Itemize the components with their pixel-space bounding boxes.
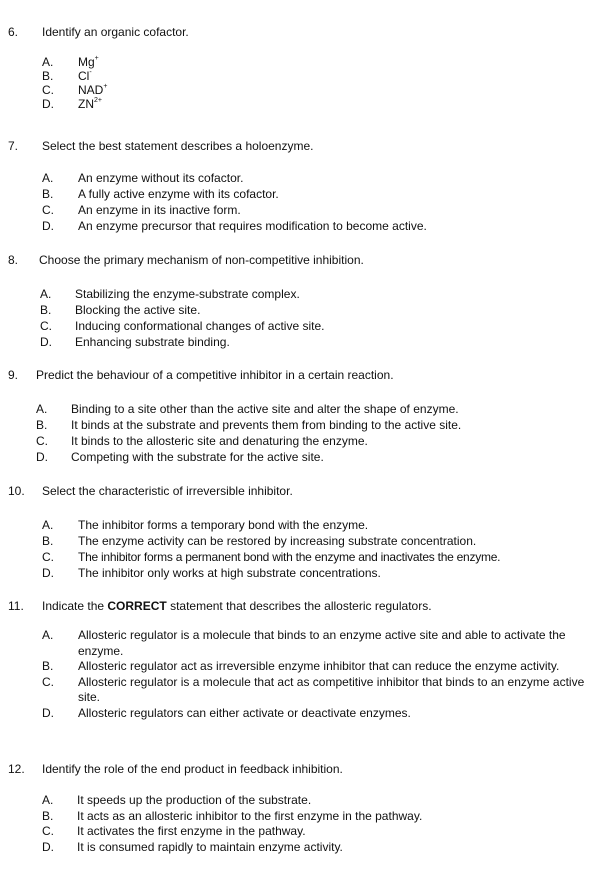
question-number: 7. (8, 139, 19, 153)
option-text: Cl- (78, 69, 92, 83)
option-c (0, 824, 610, 840)
option-letter: A. (42, 55, 54, 69)
option-letter: A. (42, 171, 54, 185)
option-c (0, 318, 610, 334)
question-stem (0, 252, 610, 268)
option-list (0, 628, 610, 721)
question-number: 12. (8, 762, 25, 776)
option-text: Mg+ (78, 55, 99, 69)
option-letter: B. (40, 303, 52, 317)
option-text: Allosteric regulator is a molecule that act as competitive inhibitor that binds to an enzyme active site. (78, 674, 585, 704)
question-text: Choose the primary mechanism of non-competitive inhibition. (39, 253, 364, 267)
option-text: Inducing conformational changes of active site. (75, 319, 325, 333)
option-b (0, 659, 610, 675)
emphasis-correct: CORRECT (107, 599, 167, 613)
option-letter: B. (42, 187, 54, 201)
question-7 (0, 138, 610, 234)
option-d (0, 706, 610, 722)
option-letter: C. (42, 824, 54, 838)
option-letter: C. (42, 203, 54, 217)
option-d (0, 840, 610, 856)
option-letter: A. (42, 628, 54, 642)
question-10 (0, 483, 610, 581)
question-stem (0, 24, 610, 40)
option-list (0, 517, 610, 581)
option-letter: B. (36, 418, 48, 432)
question-6 (0, 24, 610, 111)
option-text: The inhibitor forms a temporary bond with the enzyme. (78, 518, 369, 532)
option-letter: A. (40, 287, 52, 301)
question-stem (0, 598, 610, 614)
option-letter: D. (42, 219, 54, 233)
option-letter: B. (42, 534, 54, 548)
option-a (0, 286, 610, 302)
option-text: Competing with the substrate for the active site. (71, 450, 324, 464)
option-a (0, 401, 610, 417)
question-8 (0, 252, 610, 350)
option-list (0, 401, 610, 465)
option-list (0, 286, 610, 350)
option-letter: B. (42, 69, 54, 83)
option-list (0, 793, 610, 855)
option-text: $ZN^{2+}$ (78, 97, 102, 111)
option-a (0, 628, 610, 659)
question-text: Select the best statement describes a holoenzyme. (42, 139, 314, 153)
option-d (0, 97, 610, 111)
question-text: Select the characteristic of irreversible inhibitor. (42, 484, 293, 498)
option-a (0, 517, 610, 533)
question-text: Predict the behaviour of a competitive inhibitor in a certain reaction. (36, 368, 394, 382)
option-b (0, 417, 610, 433)
question-number: 6. (8, 25, 19, 39)
option-text: An enzyme in its inactive form. (78, 203, 241, 217)
option-d (0, 565, 610, 581)
option-letter: D. (36, 450, 48, 464)
option-letter: A. (42, 518, 54, 532)
option-text: Enhancing substrate binding. (75, 335, 230, 349)
option-text: It acts as an allosteric inhibitor to the first enzyme in the pathway. (77, 808, 423, 823)
option-list (0, 55, 610, 111)
question-number: 8. (8, 253, 19, 267)
question-text: Identify the role of the end product in feedback inhibition. (42, 762, 343, 776)
option-letter: D. (42, 97, 54, 111)
question-number: 10. (8, 484, 25, 498)
option-text: Stabilizing the enzyme-substrate complex. (75, 287, 300, 301)
option-text: An enzyme without its cofactor. (78, 171, 244, 185)
option-text: Blocking the active site. (75, 303, 201, 317)
option-d (0, 334, 610, 350)
option-text: The enzyme activity can be restored by increasing substrate concentration. (78, 534, 477, 548)
option-d (0, 449, 610, 465)
question-text: Indicate the CORRECT statement that describes the allosteric regulators. (42, 599, 432, 613)
option-letter: D. (42, 566, 54, 580)
option-text: It is consumed rapidly to maintain enzyme activity. (77, 839, 343, 854)
question-stem (0, 367, 610, 383)
option-letter: C. (36, 434, 48, 448)
question-stem (0, 138, 610, 154)
option-letter: D. (42, 705, 54, 720)
option-letter: C. (42, 674, 54, 689)
option-text: Allosteric regulators can either activate or deactivate enzymes. (78, 705, 411, 720)
option-letter: C. (40, 319, 52, 333)
option-text: A fully active enzyme with its cofactor. (78, 187, 279, 201)
option-text: Binding to a site other than the active site and alter the shape of enzyme. (71, 402, 459, 416)
option-b (0, 302, 610, 318)
option-text: It activates the first enzyme in the pathway. (77, 824, 306, 838)
option-letter: D. (42, 839, 54, 854)
option-text: It speeds up the production of the substrate. (77, 793, 312, 807)
option-c (0, 675, 610, 706)
option-letter: B. (42, 659, 54, 673)
question-stem (0, 761, 610, 777)
option-letter: C. (42, 83, 54, 97)
question-text: Identify an organic cofactor. (42, 25, 189, 39)
question-number: 11. (8, 599, 24, 613)
question-11 (0, 598, 610, 721)
option-b (0, 69, 610, 83)
option-text: NAD+ (78, 83, 108, 97)
option-c (0, 202, 610, 218)
question-12 (0, 761, 610, 855)
question-stem (0, 483, 610, 499)
option-c (0, 433, 610, 449)
option-text: An enzyme precursor that requires modification to become active. (78, 219, 427, 233)
option-text: Allosteric regulator act as irreversible enzyme inhibitor that can reduce the enzyme activity. (78, 659, 560, 673)
option-letter: A. (42, 793, 54, 807)
option-letter: C. (42, 550, 54, 564)
option-list (0, 170, 610, 234)
option-text: It binds at the substrate and prevents them from binding to the active site. (71, 418, 462, 432)
option-text: The inhibitor forms a permanent bond with the enzyme and inactivates the enzyme. (78, 550, 501, 564)
option-d (0, 218, 610, 234)
option-letter: D. (40, 335, 52, 349)
option-text: It binds to the allosteric site and denaturing the enzyme. (71, 434, 368, 448)
question-number: 9. (8, 368, 19, 382)
option-a (0, 793, 610, 809)
option-b (0, 533, 610, 549)
question-9 (0, 367, 610, 465)
option-c (0, 549, 610, 565)
option-a (0, 55, 610, 69)
option-c (0, 83, 610, 97)
option-b (0, 186, 610, 202)
option-letter: B. (42, 808, 54, 823)
option-letter: A. (36, 402, 48, 416)
option-a (0, 170, 610, 186)
option-text: The inhibitor only works at high substrate concentrations. (78, 566, 381, 580)
option-b (0, 809, 610, 825)
option-text: Allosteric regulator is a molecule that binds to an enzyme active site and able to activate the enzyme. (78, 628, 566, 658)
